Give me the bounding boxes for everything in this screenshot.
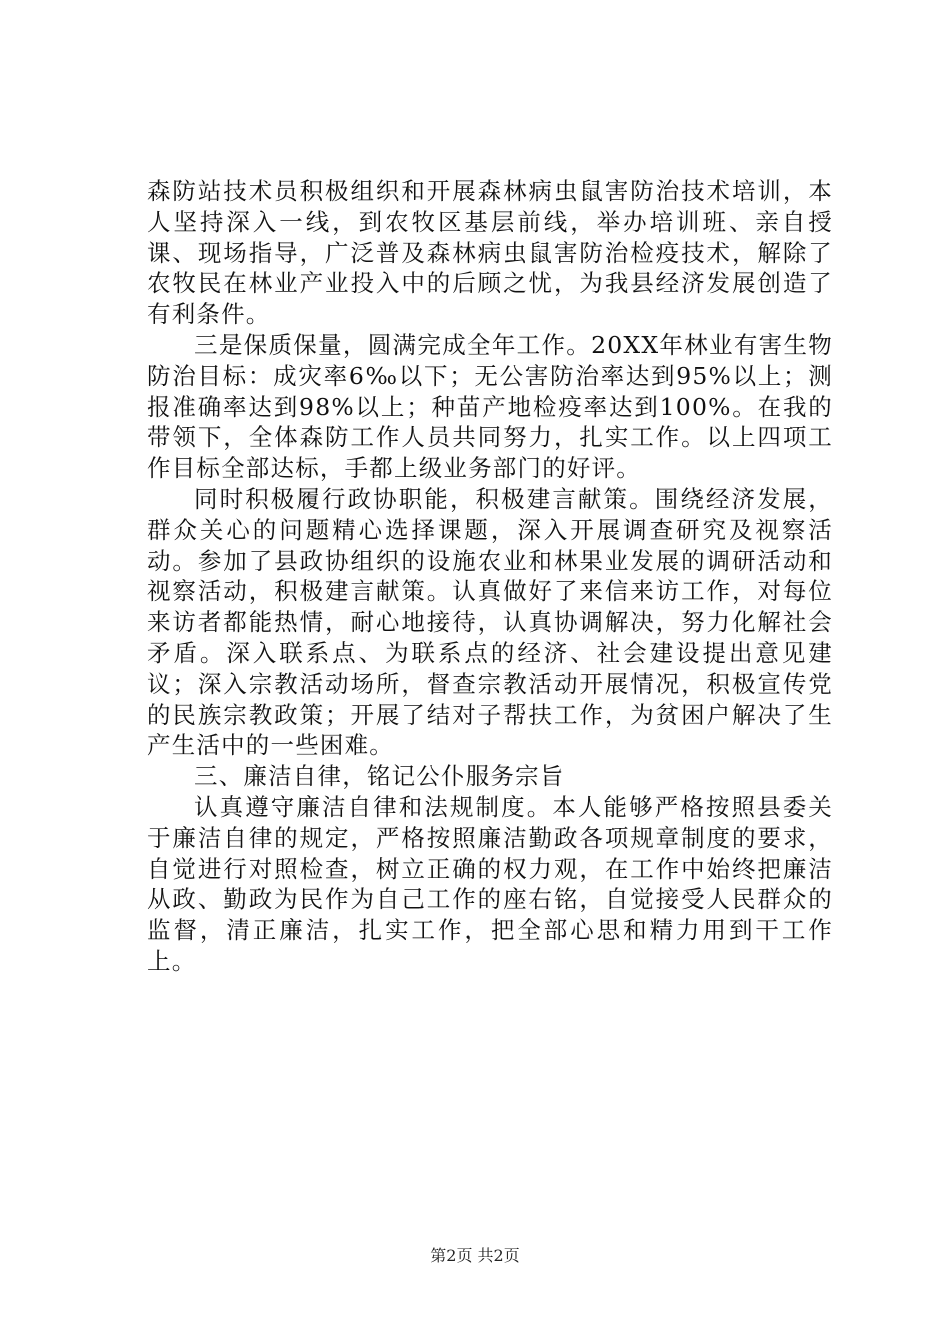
paragraph-quality-goals: 三是保质保量，圆满完成全年工作。20XX年林业有害生物防治目标：成灾率6‰以下；无公害防治率达到95%以上；测报准确率达到98%以上；种苗产地检疫率达到100%。在我的带领下，全体森防工作人员共同努力，扎实工作。以上四项工作目标全部达标，手都上级业务部门的好评。 [147, 330, 833, 483]
section-heading-integrity: 三、廉洁自律，铭记公仆服务宗旨 [194, 762, 565, 791]
paragraph-continued-training: 森防站技术员积极组织和开展森林病虫鼠害防治技术培训，本人坚持深入一线，到农牧区基层前线，举办培训班、亲自授课、现场指导，广泛普及森林病虫鼠害防治检疫技术，解除了农牧民在林业产业投入中的后顾之忧，为我县经济发展创造了有利条件。 [147, 177, 833, 329]
page-footer [0, 1246, 950, 1266]
page-number-label: 第2页 共2页 [430, 1246, 520, 1265]
paragraph-cppcc-duties: 同时积极履行政协职能，积极建言献策。围绕经济发展，群众关心的问题精心选择课题，深入开展调查研究及视察活动。参加了县政协组织的设施农业和林果业发展的调研活动和视察活动，积极建言献策。认真做好了来信来访工作，对每位来访者都能热情，耐心地接待，认真协调解决，努力化解社会矛盾。深入联系点、为联系点的经济、社会建设提出意见建议；深入宗教活动场所，督查宗教活动开展情况，积极宣传党的民族宗教政策；开展了结对子帮扶工作，为贫困户解决了生产生活中的一些困难。 [147, 484, 833, 760]
document-body [147, 176, 833, 977]
paragraph-integrity-rules: 认真遵守廉洁自律和法规制度。本人能够严格按照县委关于廉洁自律的规定，严格按照廉洁勤政各项规章制度的要求，自觉进行对照检查，树立正确的权力观，在工作中始终把廉洁从政、勤政为民作为自己工作的座右铭，自觉接受人民群众的监督，清正廉洁，扎实工作，把全部心思和精力用到干工作上。 [147, 792, 833, 975]
